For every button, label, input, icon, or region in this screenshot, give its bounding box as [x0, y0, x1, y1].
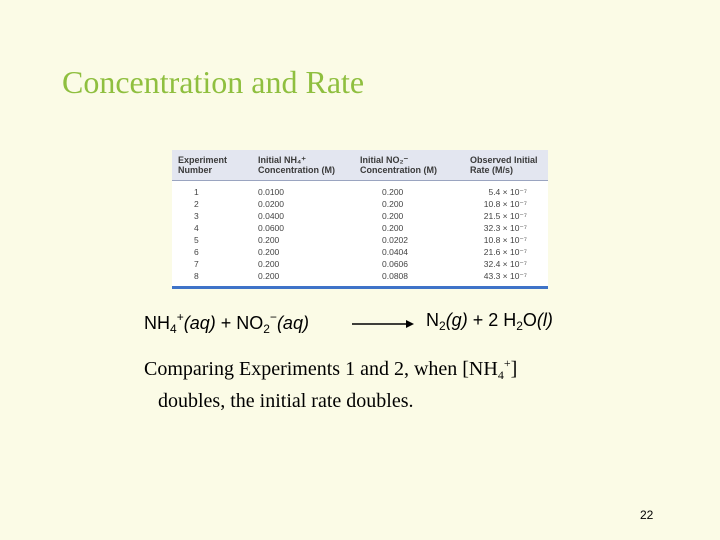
table-cell: 0.200 — [258, 259, 280, 269]
table-cell: 3 — [194, 211, 199, 221]
table-cell: 43.3 × 10⁻⁷ — [483, 271, 527, 281]
table-cell: 0.200 — [382, 199, 404, 209]
plus-sign: + — [215, 313, 237, 333]
product-h2o-subscript: 2 — [516, 319, 523, 333]
table-cell: 4 — [194, 223, 199, 233]
header-observed-rate: Observed Initial Rate (M/s) — [470, 155, 538, 175]
header-initial-nh4: Initial NH₄⁺ Concentration (M) — [258, 155, 335, 175]
table-cell: 5 — [194, 235, 199, 245]
body-text — [144, 350, 604, 414]
reaction-arrow-icon — [352, 318, 414, 330]
plus-coefficient: + 2 — [467, 310, 504, 330]
table-cell: 21.5 × 10⁻⁷ — [483, 211, 527, 221]
table-cell: 0.0200 — [258, 199, 284, 209]
page-number: 22 — [640, 508, 654, 522]
reactant-no2: NO — [236, 313, 264, 333]
table-cell: 0.0600 — [258, 223, 284, 233]
table-cell: 0.200 — [382, 187, 404, 197]
table-cell: 1 — [194, 187, 199, 197]
table-cell: 0.0202 — [382, 235, 408, 245]
slide-title: Concentration and Rate — [62, 64, 365, 100]
product-n2: N — [426, 310, 439, 330]
table-row — [172, 198, 548, 210]
reactant-no2-state: (aq) — [276, 313, 309, 333]
equation-reactants — [144, 310, 309, 336]
table-row — [172, 222, 548, 234]
table-row — [172, 234, 548, 246]
data-table — [172, 150, 548, 289]
body-text-part1: Comparing Experiments 1 and 2, when [NH — [144, 358, 498, 380]
table-cell: 0.200 — [382, 223, 404, 233]
table-cell: 32.4 × 10⁻⁷ — [483, 259, 527, 269]
product-n2-state: (g) — [445, 310, 468, 330]
table-cell: 0.0400 — [258, 211, 284, 221]
table-row — [172, 246, 548, 258]
table-cell: 8 — [194, 271, 199, 281]
table-cell: 6 — [194, 247, 199, 257]
table-cell: 32.3 × 10⁻⁷ — [483, 223, 527, 233]
reactant-no2-subscript: 2 — [263, 322, 270, 336]
table-row — [172, 270, 548, 282]
table-row — [172, 210, 548, 222]
reactant-nh4-subscript: 4 — [170, 322, 177, 336]
product-h2o-tail: O — [522, 310, 537, 330]
body-text-charge: + — [503, 356, 511, 370]
table-cell: 21.6 × 10⁻⁷ — [483, 247, 527, 257]
equation-products — [426, 310, 553, 333]
body-text-subscript: 4 — [497, 368, 504, 382]
table-cell: 0.200 — [258, 247, 280, 257]
body-text-part2: ] — [510, 358, 518, 380]
table-cell: 10.8 × 10⁻⁷ — [483, 199, 527, 209]
body-text-line2: doubles, the initial rate doubles. — [158, 390, 414, 412]
table-cell: 0.200 — [258, 271, 280, 281]
product-h2o: H — [503, 310, 517, 330]
product-h2o-state: (l) — [536, 310, 553, 330]
reactant-no2-charge: − — [269, 310, 277, 324]
header-initial-no2: Initial NO₂⁻ Concentration (M) — [360, 155, 437, 175]
header-experiment-number: Experiment Number — [178, 155, 228, 175]
table-header — [172, 150, 548, 181]
reactant-nh4: NH — [144, 313, 170, 333]
table-row — [172, 258, 548, 270]
table-cell: 0.0606 — [382, 259, 408, 269]
table-cell: 0.200 — [258, 235, 280, 245]
table-cell: 7 — [194, 259, 199, 269]
table-body — [172, 186, 548, 282]
reactant-nh4-state: (aq) — [183, 313, 216, 333]
product-n2-subscript: 2 — [439, 319, 446, 333]
table-cell: 0.0100 — [258, 187, 284, 197]
table-cell: 0.0808 — [382, 271, 408, 281]
table-cell: 5.4 × 10⁻⁷ — [488, 187, 527, 197]
table-cell: 0.200 — [382, 211, 404, 221]
table-cell: 2 — [194, 199, 199, 209]
reactant-nh4-charge: + — [176, 310, 184, 324]
table-row — [172, 186, 548, 198]
table-cell: 10.8 × 10⁻⁷ — [483, 235, 527, 245]
table-cell: 0.0404 — [382, 247, 408, 257]
